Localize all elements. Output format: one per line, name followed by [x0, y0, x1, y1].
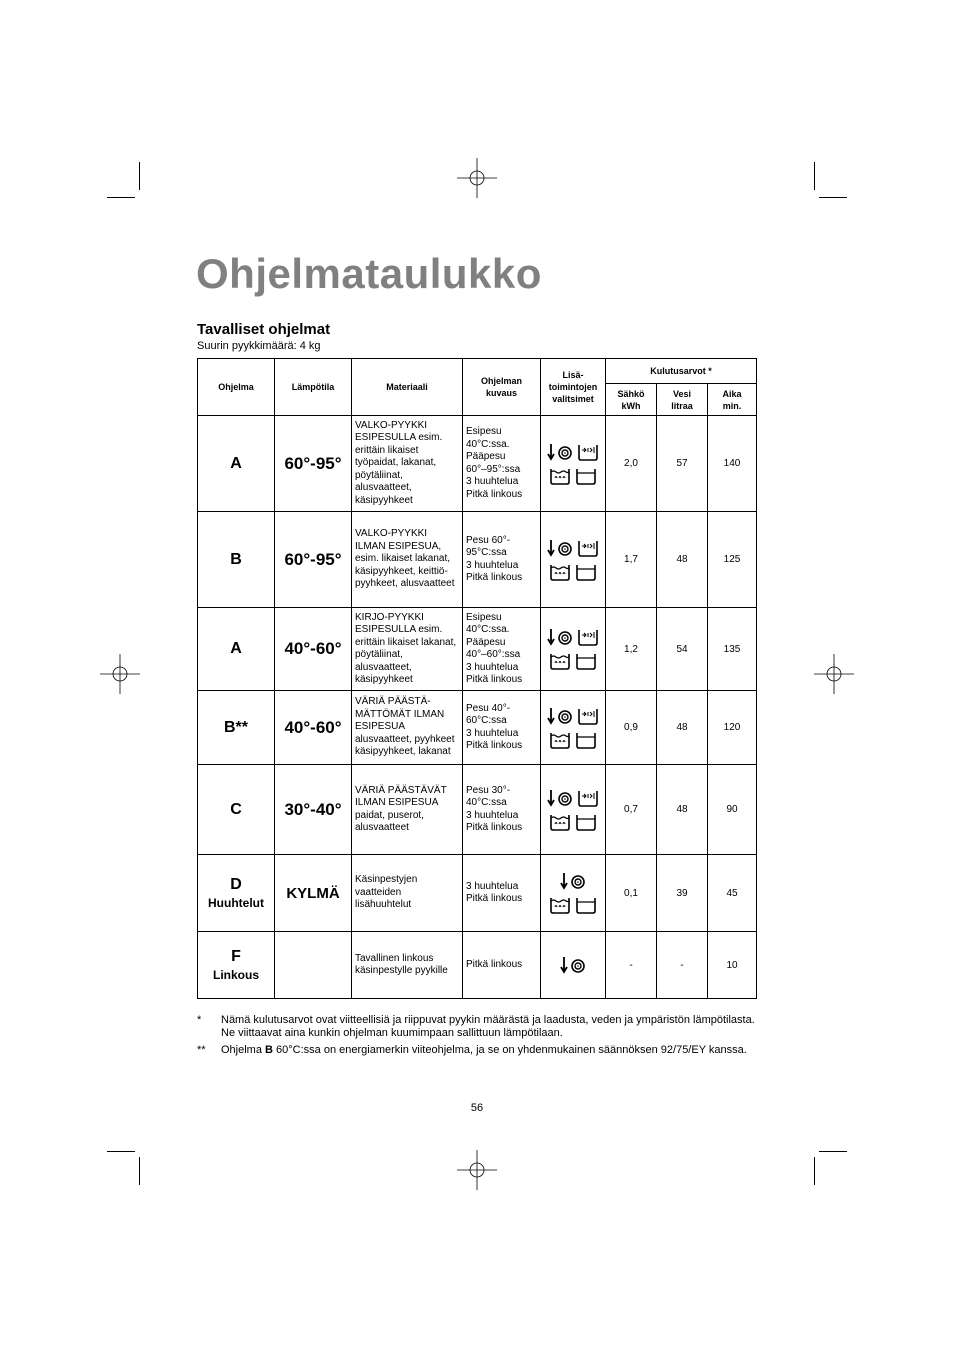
- rinse-hold-icon: [577, 539, 599, 557]
- time-cell: 140: [708, 416, 757, 512]
- table-row: [198, 691, 757, 765]
- max-load-text: Suurin pyykkimäärä: 4 kg: [197, 340, 321, 352]
- temperature-cell: 40°-60°: [275, 691, 352, 765]
- header-extra-options: Lisä- toimintojen valitsimet: [541, 359, 606, 416]
- time-cell: 125: [708, 512, 757, 608]
- time-cell: 135: [708, 608, 757, 691]
- header-time: Aika min.: [708, 384, 757, 416]
- material-cell: Tavallinen linkous käsinpestylle pyykille: [352, 932, 463, 999]
- crop-mark: [139, 162, 140, 190]
- intensive-rinse-icon: [549, 813, 571, 831]
- footnote-1: * Nämä kulutusarvot ovat viitteellisiä ja riippuvat pyykin määrästä ja laadusta, veden ja ympäristön lämpötilasta. Ne viittaavat aina kunkin ohjelman kuumimpaan sallittuun lämpötilaan.: [197, 1014, 755, 1039]
- intensive-rinse-icon: [549, 731, 571, 749]
- spin-stop-icon: [560, 872, 586, 890]
- header-program: Ohjelma: [198, 359, 275, 416]
- program-cell: B: [198, 512, 275, 608]
- extra-options-cell: [541, 416, 606, 512]
- time-cell: 10: [708, 932, 757, 999]
- half-load-icon: [575, 896, 597, 914]
- registration-target-icon: [100, 654, 140, 694]
- intensive-rinse-icon: [549, 467, 571, 485]
- energy-cell: 1,7: [606, 512, 657, 608]
- crop-mark: [819, 1151, 847, 1152]
- extra-options-cell: [541, 512, 606, 608]
- half-load-icon: [575, 467, 597, 485]
- temperature-cell: [275, 932, 352, 999]
- time-cell: 90: [708, 765, 757, 855]
- header-water: Vesi litraa: [657, 384, 708, 416]
- registration-target-icon: [814, 654, 854, 694]
- temperature-cell: 60°-95°: [275, 512, 352, 608]
- temperature-cell: KYLMÄ: [275, 855, 352, 932]
- intensive-rinse-icon: [549, 563, 571, 581]
- water-cell: 48: [657, 512, 708, 608]
- spin-stop-icon: [547, 789, 573, 807]
- rinse-hold-icon: [577, 443, 599, 461]
- half-load-icon: [575, 731, 597, 749]
- water-cell: 48: [657, 765, 708, 855]
- material-cell: Käsinpestyjen vaatteiden lisähuuhtelut: [352, 855, 463, 932]
- water-cell: 57: [657, 416, 708, 512]
- registration-target-icon: [457, 1150, 497, 1190]
- description-cell: Esipesu 40°C:ssa. Pääpesu 60°–95°:ssa 3 huuhtelua Pitkä linkous: [463, 416, 541, 512]
- program-cell: A: [198, 608, 275, 691]
- program-cell: A: [198, 416, 275, 512]
- description-cell: Pesu 30°- 40°C:ssa 3 huuhtelua Pitkä linkous: [463, 765, 541, 855]
- page-title: Ohjelmataulukko: [196, 250, 542, 297]
- rinse-hold-icon: [577, 628, 599, 646]
- water-cell: 48: [657, 691, 708, 765]
- program-cell: B**: [198, 691, 275, 765]
- half-load-icon: [575, 652, 597, 670]
- energy-cell: 0,1: [606, 855, 657, 932]
- footnote-2: ** Ohjelma B 60°C:ssa on energiamerkin viiteohjelma, ja se on yhdenmukainen säännöksen 92/75/EY kanssa.: [197, 1044, 747, 1056]
- spin-stop-icon: [547, 707, 573, 725]
- program-cell: D Huuhtelut: [198, 855, 275, 932]
- water-cell: 39: [657, 855, 708, 932]
- table-row: [198, 932, 757, 999]
- intensive-rinse-icon: [549, 896, 571, 914]
- crop-mark: [814, 1157, 815, 1185]
- header-material: Materiaali: [352, 359, 463, 416]
- energy-cell: 1,2: [606, 608, 657, 691]
- material-cell: VÄRIÄ PÄÄSTÄVÄT ILMAN ESIPESUA paidat, puserot, alusvaatteet: [352, 765, 463, 855]
- extra-options-cell: [541, 691, 606, 765]
- description-cell: Pitkä linkous: [463, 932, 541, 999]
- description-cell: Pesu 40°- 60°C:ssa 3 huuhtelua Pitkä linkous: [463, 691, 541, 765]
- material-cell: KIRJO-PYYKKI ESIPESULLA esim. erittäin likaiset lakanat, pöytäliinat, alusvaatteet, käsipyyhkeet: [352, 608, 463, 691]
- program-cell: F Linkous: [198, 932, 275, 999]
- temperature-cell: 60°-95°: [275, 416, 352, 512]
- extra-options-cell: [541, 608, 606, 691]
- material-cell: VALKO-PYYKKI ILMAN ESIPESUA, esim. likaiset lakanat, käsipyyhkeet, keittiö- pyyhkeet, alusvaatteet: [352, 512, 463, 608]
- crop-mark: [107, 1151, 135, 1152]
- material-cell: VÄRIÄ PÄÄSTÄ- MÄTTÖMÄT ILMAN ESIPESUA alusvaatteet, pyyhkeet käsipyyhkeet, lakanat: [352, 691, 463, 765]
- description-cell: 3 huuhtelua Pitkä linkous: [463, 855, 541, 932]
- table-row: [198, 512, 757, 608]
- half-load-icon: [575, 563, 597, 581]
- rinse-hold-icon: [577, 789, 599, 807]
- material-cell: VALKO-PYYKKI ESIPESULLA esim. erittäin likaiset työpaidat, lakanat, pöytäliinat, alusvaatteet, käsipyyhkeet: [352, 416, 463, 512]
- section-title: Tavalliset ohjelmat: [197, 321, 331, 338]
- intensive-rinse-icon: [549, 652, 571, 670]
- water-cell: -: [657, 932, 708, 999]
- temperature-cell: 30°-40°: [275, 765, 352, 855]
- registration-target-icon: [457, 158, 497, 198]
- extra-options-cell: [541, 932, 606, 999]
- spin-stop-icon: [547, 443, 573, 461]
- energy-cell: 2,0: [606, 416, 657, 512]
- table-row: [198, 608, 757, 691]
- extra-options-cell: [541, 765, 606, 855]
- spin-stop-icon: [560, 956, 586, 974]
- header-consumption: Kulutusarvot *: [606, 359, 757, 384]
- header-energy: Sähkö kWh: [606, 384, 657, 416]
- spin-stop-icon: [547, 628, 573, 646]
- table-row: [198, 416, 757, 512]
- extra-options-cell: [541, 855, 606, 932]
- energy-cell: 0,9: [606, 691, 657, 765]
- energy-cell: 0,7: [606, 765, 657, 855]
- half-load-icon: [575, 813, 597, 831]
- description-cell: Esipesu 40°C:ssa. Pääpesu 40°–60°:ssa 3 huuhtelua Pitkä linkous: [463, 608, 541, 691]
- temperature-cell: 40°-60°: [275, 608, 352, 691]
- header-description: Ohjelman kuvaus: [463, 359, 541, 416]
- table-row: [198, 765, 757, 855]
- header-temperature: Lämpötila: [275, 359, 352, 416]
- spin-stop-icon: [547, 539, 573, 557]
- footnotes: [197, 1014, 757, 1061]
- water-cell: 54: [657, 608, 708, 691]
- description-cell: Pesu 60°- 95°C:ssa 3 huuhtelua Pitkä linkous: [463, 512, 541, 608]
- energy-cell: -: [606, 932, 657, 999]
- crop-mark: [107, 197, 135, 198]
- crop-mark: [139, 1157, 140, 1185]
- table-row: [198, 855, 757, 932]
- crop-mark: [814, 162, 815, 190]
- time-cell: 45: [708, 855, 757, 932]
- crop-mark: [819, 197, 847, 198]
- program-table: [197, 358, 757, 999]
- program-cell: C: [198, 765, 275, 855]
- page-number: 56: [470, 1102, 484, 1114]
- rinse-hold-icon: [577, 707, 599, 725]
- time-cell: 120: [708, 691, 757, 765]
